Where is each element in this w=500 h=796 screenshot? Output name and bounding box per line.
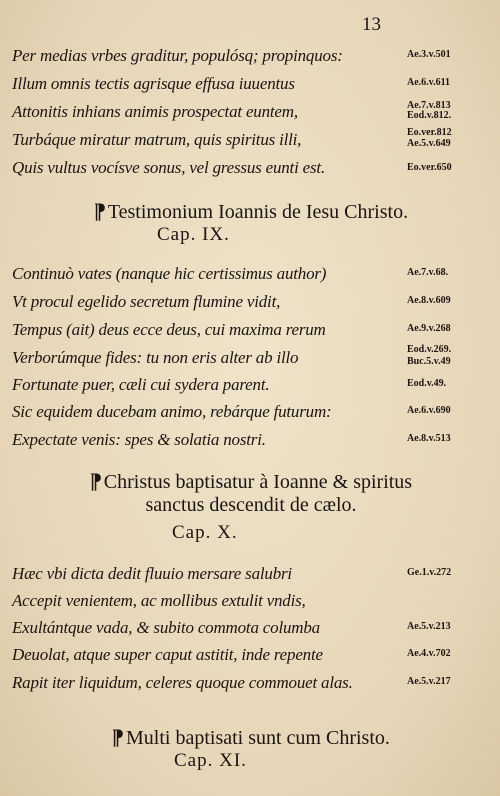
verse-reference: Eod.v.49. — [407, 378, 447, 389]
chapter-heading-continued — [16, 494, 486, 517]
verse-reference: Ae.5.v.217 — [407, 676, 451, 687]
chapter-number: Cap. IX. — [157, 224, 230, 245]
verse-line: Continuò vates (nanque hic certissimus author) — [12, 264, 327, 283]
verse-line: Turbáque miratur matrum, quis spiritus illi, — [12, 130, 302, 149]
verse-reference: Ae.6.v.611 — [407, 77, 451, 88]
verse-line: Fortunate puer, cæli cui sydera parent. — [12, 375, 270, 394]
verse-reference: Ae.8.v.513 — [407, 433, 451, 444]
verse-line: Rapit iter liquidum, celeres quoque commouet alas. — [12, 673, 353, 692]
pilcrow-icon: ¶ — [93, 198, 106, 223]
verse-line: Accepit venientem, ac mollibus extulit vndis, — [12, 591, 306, 610]
verse-reference: Eo.ver.650 — [407, 162, 452, 173]
chapter-title: Testimonium Ioannis de Iesu Christo. — [107, 201, 409, 223]
verse-line: Tempus (ait) deus ecce deus, cui maxima rerum — [12, 320, 326, 339]
verse-reference: Eo.ver.812 — [407, 127, 452, 138]
chapter-title: Christus baptisatur à Ioanne & spiritus — [103, 471, 413, 493]
chapter-title-continued: sanctus descendit de cælo. — [145, 494, 357, 516]
chapter-title: Multi baptisati sunt cum Christo. — [126, 727, 390, 749]
verse-reference: Ae.9.v.268 — [407, 323, 451, 334]
chapter-number: Cap. XI. — [174, 750, 247, 771]
verse-reference: Eod.v.269. — [407, 344, 452, 355]
pilcrow-icon: ¶ — [89, 468, 102, 493]
verse-line: Sic equidem ducebam animo, rebárque futurum: — [12, 402, 332, 421]
verse-line: Vt procul egelido secretum flumine vidit, — [12, 292, 281, 311]
verse-reference: Eod.v.812. — [407, 110, 452, 121]
page-number: 13 — [362, 14, 381, 35]
verse-line: Quis vultus vocísve sonus, vel gressus eunti est. — [12, 158, 325, 177]
verse-reference: Ae.7.v.68. — [407, 267, 449, 278]
verse-line: Attonitis inhians animis prospectat euntem, — [12, 102, 298, 121]
verse-reference: Ae.7.v.813 — [407, 100, 451, 111]
pilcrow-icon: ¶ — [112, 724, 124, 749]
chapter-heading — [16, 724, 486, 750]
chapter-number: Cap. X. — [172, 522, 238, 543]
verse-reference: Ae.3.v.501 — [407, 49, 451, 60]
verse-line: Illum omnis tectis agrisque effusa iuuentus — [12, 74, 295, 93]
verse-line: Hæc vbi dicta dedit fluuio mersare salubri — [12, 564, 292, 583]
verse-line: Deuolat, atque super caput astitit, inde repente — [12, 645, 323, 664]
verse-line: Verborúmque fides: tu non eris alter ab illo — [12, 348, 299, 367]
verse-line: Expectate venis: spes & solatia nostri. — [12, 430, 266, 449]
chapter-heading — [16, 468, 486, 494]
verse-reference: Buc.5.v.49 — [407, 356, 451, 367]
verse-line: Exultántque vada, & subito commota columba — [12, 618, 320, 637]
verse-reference: Ae.5.v.213 — [407, 621, 451, 632]
verse-reference: Ae.6.v.690 — [407, 405, 451, 416]
verse-reference: Ae.5.v.649 — [407, 138, 451, 149]
verse-line: Per medias vrbes graditur, populósq; propinquos: — [12, 46, 343, 65]
verse-reference: Ge.1.v.272 — [407, 567, 452, 578]
verse-reference: Ae.4.v.702 — [407, 648, 451, 659]
chapter-heading — [16, 198, 486, 224]
verse-reference: Ae.8.v.609 — [407, 295, 451, 306]
